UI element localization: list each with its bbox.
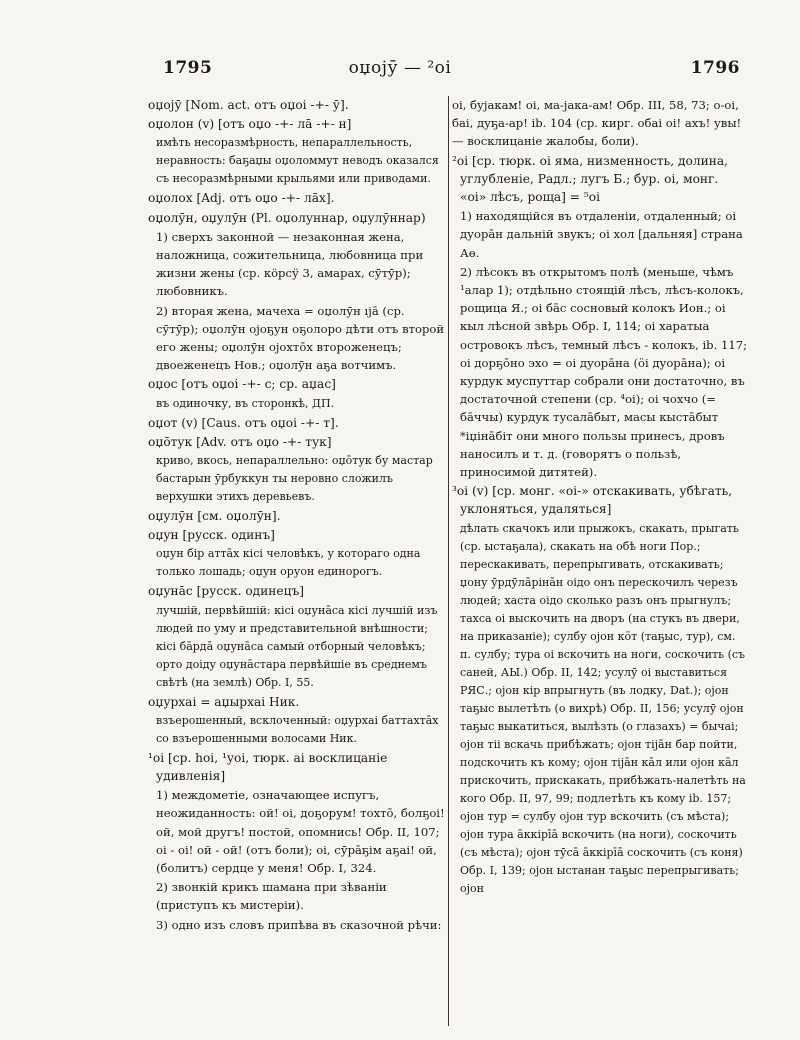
entry-line: оџос [отъ оџоі -+- с; ср. аџас] <box>148 377 336 392</box>
column-divider <box>448 96 449 1026</box>
entry-line: ²оі [ср. тюрк. оі яма, низменность, долина, углубленіе, Радл.; лугъ Б.; бур. оі, монг. «оі» лѣсъ, роща] = ⁵оі <box>452 153 729 205</box>
entry-line: 2) звонкій крикъ шамана при зѣваніи (приступъ къ мистеріи). <box>156 880 387 913</box>
left-column <box>148 96 446 935</box>
entry-line: оџунāс [русск. одинецъ] <box>148 584 304 599</box>
entry-line: 1) сверхъ законной — незаконная жена, наложница, сожительница, любовница при жизни жены (ср. кöрсӱ 3, амарах, сӯтӯр); любовникъ. <box>156 229 424 299</box>
entry-line: оџолон (v) [отъ оџо -+- лā -+- н] <box>148 117 352 132</box>
entry-line: оџот (v) [Caus. отъ оџоі -+- т]. <box>148 415 339 430</box>
entry-line: оџојӯ [Nom. act. отъ оџоі -+- ӯ]. <box>148 98 349 112</box>
page-number-right: 1796 <box>690 58 740 78</box>
entry-line: имѣть несоразмѣрность, непараллельность, неравность: баҕаџы оџоломмут неводъ оказался съ несоразмѣрными крыльями или приводами. <box>156 136 439 186</box>
entry-line: лучшій, первѣйшій: кісі оџунāса кісі лучшій изъ людей по уму и представительной внѣшности; кісі бāрдā оџунāса самый отборный человѣкъ; орто доіду оџунāстара первѣйшіе въ среднемъ свѣтѣ (на землѣ) Обр. I, 55. <box>156 603 438 689</box>
entry-line: оџурхаі = аџырхаі Ник. <box>148 694 300 709</box>
entry-line: 2) лѣсокъ въ открытомъ полѣ (меньше, чѣмъ ¹алар 1); отдѣльно стоящій лѣсъ, лѣсъ-колокъ, рощица Я.; оі бāс сосновый колокъ Ион.; оі кыл лѣсной звѣрь Обр. I, 114; оі харатыа островокъ лѣсъ, темный лѣсъ - колокъ, ib. 117; оі дорҕōно эхо = оі дуорāна (ӧі дуорāна); оі курдук муспуттар собрали они достаточно, въ достаточной степени (ср. ⁴оі); оі чохчо (= бāччы) курдук тусалāбыт, масы кыстāбыт *іџінāбіт они много пользы принесъ, дровъ наносилъ и т. д. (говорятъ о пользѣ, приносимой дитятей). <box>460 264 747 480</box>
entry-line: 1) находящійся въ отдаленіи, отдаленный; оі дуорāн дальній звукъ; оі хол [дальняя] страна Аө. <box>460 209 743 260</box>
entry-line: оџōтук [Adv. отъ оџо -+- тук] <box>148 434 332 449</box>
header-word-range: оџојӯ — ²оі <box>348 58 452 78</box>
entry-line: въ одиночку, въ сторонкѣ, ДП. <box>156 396 335 410</box>
entry-line: оџун бір аттāх кісі человѣкъ, у котораго одна только лошадь; оџун оруон единорогъ. <box>156 547 421 579</box>
page-number-left: 1795 <box>163 58 213 78</box>
entry-line: ³оі (v) [ср. монг. «оі-» отскакивать, убѣгать, уклоняться, удаляться] <box>452 484 733 517</box>
entry-line: дѣлать скачокъ или прыжокъ, скакать, прыгать (ср. ыстаҕала), скакать на обѣ ноги Пор.; перескакивать, перепрыгивать, отскакивать; џону ӯрдӯлāрінāн оідо онъ перескочилъ черезъ людей; хаста оідо сколько разъ онъ прыгнулъ; тахса оі выскочить на дворъ (на стукъ въ двери, на приказаніе); сулбу ојон кӧт (таҕыс, тур), см. п. сулбу; тура оі вскочить на ноги, соскочить (съ саней, АЫ.) Обр. II, 142; усулӯ оі выставиться РЯС.; ојон кір впрыгнуть (въ лодку, Dat.); ојон таҕыс вылетѣть (о вихрѣ) Обр. II, 156; усулӯ ојон таҕыс выкатиться, вылѣзть (о глазахъ) = бычаі; ојон тіі вскачь прибѣжать; ојон тіјāн бар пойти, подскочить къ кому; ојон тіјāн кāл или ојон кāл прискочить, прискакать, прибѣжать-налетѣть на кого Обр. II, 97, 99; подлетѣть къ кому ib. 157; ојон тур = сулбу ојон тур вскочить (съ мѣста); ојон тура āккірīā вскочить (на ноги), соскочить (съ мѣста); ојон тӯсā āккірīā соскочить (съ коня) Обр. I, 139; ојон ыстанан таҕыс перепрыгивать; ојон <box>460 521 746 895</box>
entry-line: взъерошенный, всклоченный: оџурхаі баттахтāх со взъерошенными волосами Ник. <box>156 713 439 745</box>
entry-line: оі, бујакам! оі, ма-јака-ам! Обр. III, 58, 73; о-оі, баі, дуҕа-ар! ib. 104 (ср. кирг. обаі оі! ахъ! увы! — восклицаніе жалобы, боли). <box>452 98 742 149</box>
entry-line: оџолох [Adj. отъ оџо -+- лāх]. <box>148 191 335 206</box>
entry-line: 1) междометіе, означающее испугъ, неожиданность: ой! оі, доҕорум! тохтō, болҕоі! ой, мой другъ! постой, опомнись! Обр. II, 107; оі - оі! ой - ой! (отъ боли); оі, сӯрāҕім аҕаі! ой, (болитъ) сердце у меня! Обр. I, 324. <box>156 788 445 876</box>
entry-line: 3) одно изъ словъ припѣва въ сказочной рѣчи: <box>156 917 442 932</box>
entry-line: оџолӯн, оџулӯн (Pl. оџолуннар, оџулӯннар) <box>148 210 426 225</box>
entry-line: 2) вторая жена, мачеха = оџолӯн ıјā (ср. сӯтӯр); оџолӯн ојоҕун оҕолоро дѣти отъ второй его жены; оџолӯн ојохтōх второженецъ; двоеженецъ Нов.; оџолӯн аҕа вотчимъ. <box>156 303 445 373</box>
entry-line: оџулӯн [см. оџолӯн]. <box>148 509 281 524</box>
entry-line: ¹оі [ср. hoi, ¹уоі, тюрк. аі восклицаніе удивленія] <box>148 750 388 784</box>
entry-line: оџун [русск. одинъ] <box>148 528 275 543</box>
right-column <box>452 96 748 899</box>
entry-line: криво, вкось, непараллельно: оџōтук бу мастар бастарын ӯрбуккун ты неровно сложилъ верхушки этихъ деревьевъ. <box>156 454 433 504</box>
